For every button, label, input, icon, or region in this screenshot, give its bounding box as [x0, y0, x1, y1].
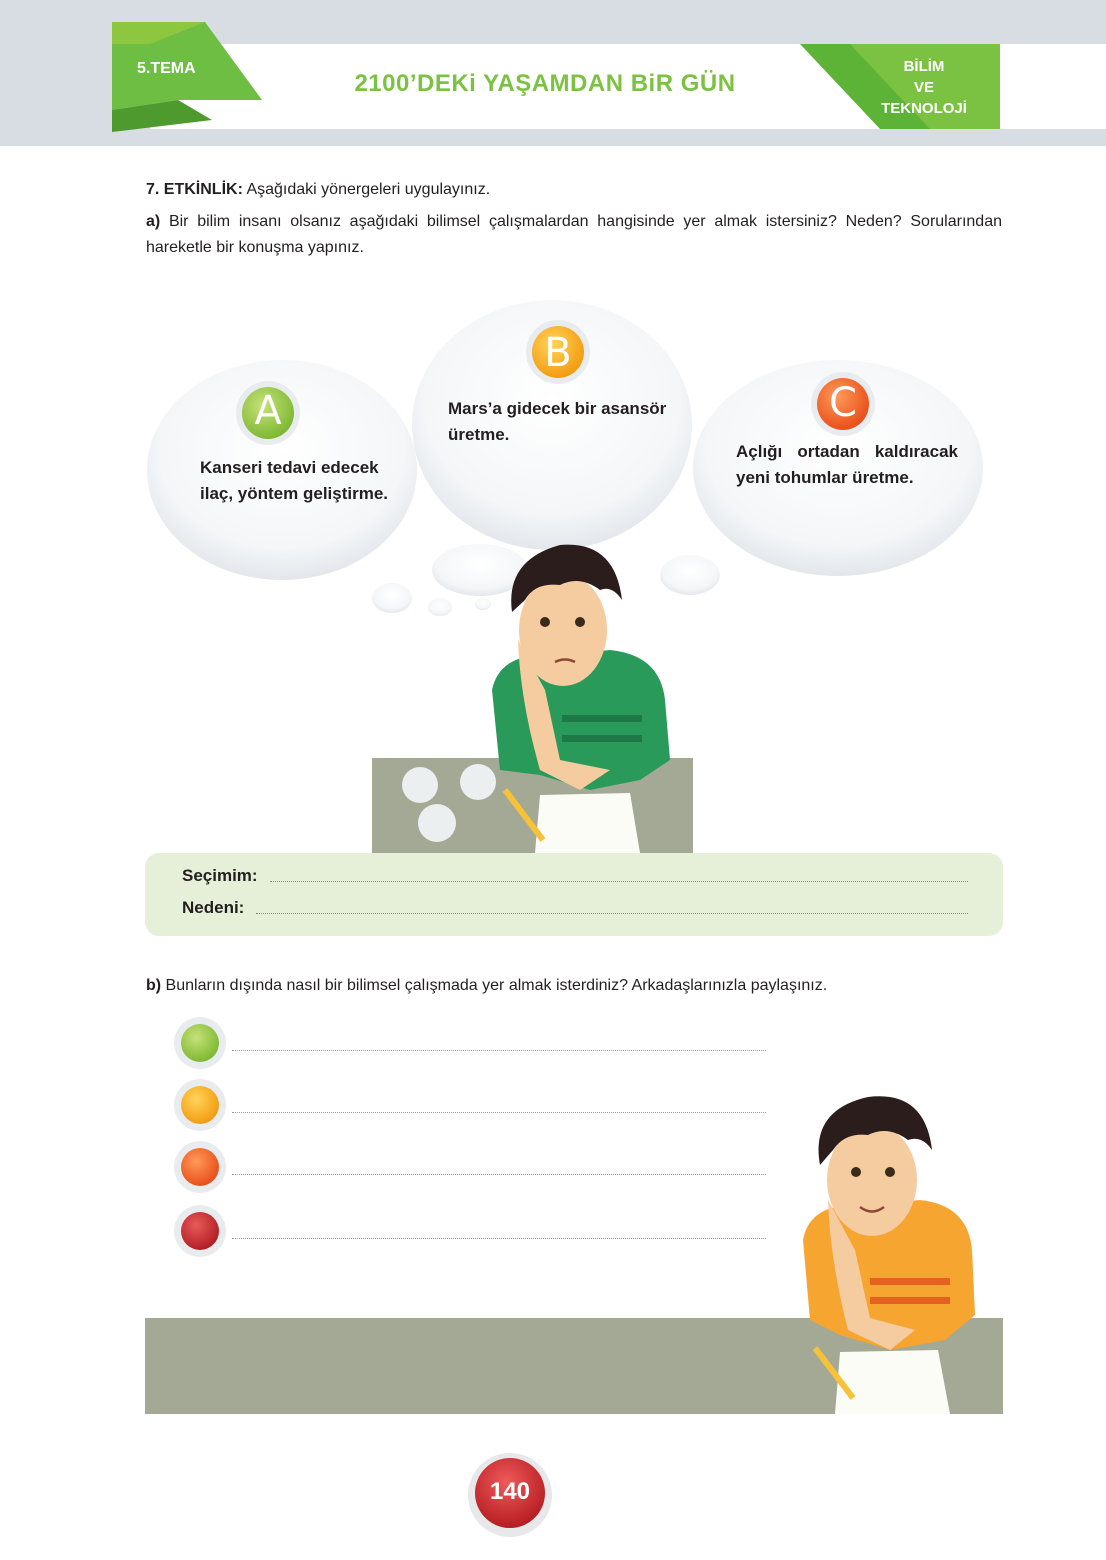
- option-b-text: Mars’a gidecek bir asansör üretme.: [448, 399, 667, 444]
- theme-label: 5.TEMA: [137, 60, 196, 77]
- option-b-letter: B: [544, 330, 572, 376]
- page-title: 2100’DEKi YAŞAMDAN BiR GÜN: [354, 70, 736, 97]
- boy-eye: [851, 1167, 861, 1177]
- shirt-stripe: [562, 715, 642, 722]
- paper-sheet: [835, 1350, 950, 1414]
- boy-eye: [540, 617, 550, 627]
- answer-line-4[interactable]: [232, 1238, 766, 1239]
- shirt-stripe: [562, 735, 642, 742]
- bullet-red: [181, 1212, 219, 1250]
- thought-puff: [372, 583, 412, 613]
- answer-line-3[interactable]: [232, 1174, 766, 1175]
- thought-puff: [660, 555, 720, 595]
- reason-label: Nedeni:: [182, 898, 245, 917]
- crumpled-paper: [402, 767, 438, 803]
- boy-eye: [885, 1167, 895, 1177]
- answer-line-2[interactable]: [232, 1112, 766, 1113]
- activity-number: 7. ETKİNLİK:: [146, 181, 243, 198]
- bullet-green: [181, 1024, 219, 1062]
- paper-sheet: [535, 793, 640, 853]
- shirt-stripe: [870, 1297, 950, 1304]
- subject-line-1: BİLİM: [903, 58, 945, 75]
- subject-line-2: VE: [913, 79, 934, 96]
- question-a-label: a): [146, 213, 161, 230]
- activity-instruction: Aşağıdaki yönergeleri uygulayınız.: [242, 181, 491, 198]
- shirt-stripe: [870, 1278, 950, 1285]
- answer-line-1[interactable]: [232, 1050, 766, 1051]
- option-a-letter: A: [254, 388, 282, 434]
- boy-eye: [575, 617, 585, 627]
- question-b: [146, 973, 1006, 999]
- thought-puff: [475, 598, 491, 610]
- subject-line-3: TEKNOLOJİ: [881, 100, 967, 117]
- reason-input-line[interactable]: [256, 913, 968, 914]
- choice-input-line[interactable]: [270, 881, 968, 882]
- thought-puff: [428, 598, 452, 616]
- option-a-text: Kanseri tedavi edecek ilaç, yöntem geliştirme.: [200, 458, 389, 503]
- bullet-yellow: [181, 1086, 219, 1124]
- answer-panel: [145, 853, 1003, 936]
- question-b-text: Bunların dışında nasıl bir bilimsel çalışmada yer almak isterdiniz? Arkadaşlarınızla paylaşınız.: [161, 977, 828, 994]
- crumpled-paper: [460, 764, 496, 800]
- option-c-letter: C: [829, 380, 857, 426]
- bullet-orange: [181, 1148, 219, 1186]
- question-b-label: b): [146, 977, 162, 994]
- option-c-text: Açlığı ortadan kaldıracak yeni tohumlar üretme.: [736, 442, 958, 487]
- choice-label: Seçimim:: [182, 866, 258, 885]
- page-number: 140: [489, 1478, 531, 1505]
- question-a-text: Bir bilim insanı olsanız aşağıdaki bilimsel çalışmalardan hangisinde yer almak istersiniz? Neden? Sorularından hareketle bir konuşma yapınız.: [146, 213, 1002, 256]
- crumpled-paper: [418, 804, 456, 842]
